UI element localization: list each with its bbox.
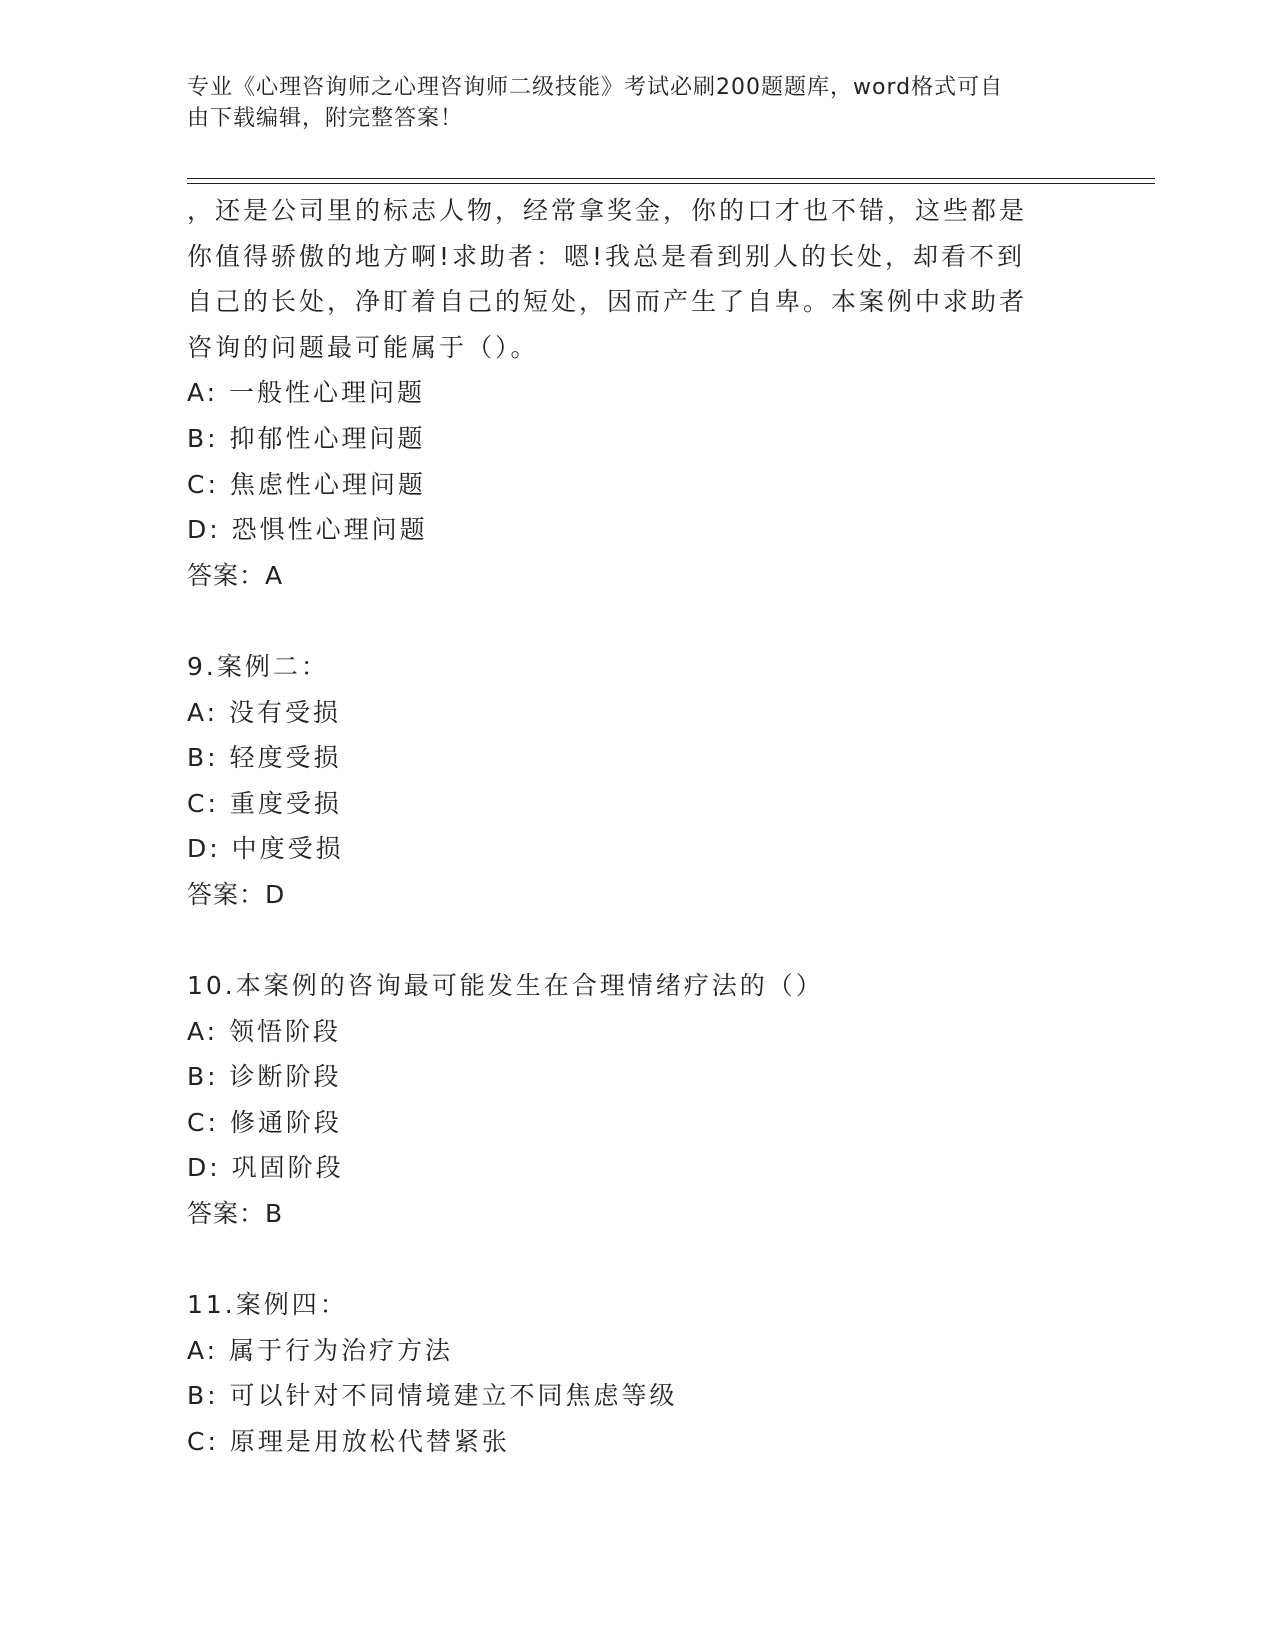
option-b: B: 抑郁性心理问题 (187, 423, 426, 453)
option-c: C: 重度受损 (187, 788, 342, 818)
header-line-2: 由下载编辑，附完整答案！ (187, 106, 464, 131)
question-9 (187, 644, 1087, 918)
document-header (187, 72, 1087, 134)
document-body (187, 188, 1087, 1465)
question-stem: 9.案例二： (187, 651, 329, 681)
question-continuation (187, 188, 1087, 598)
answer-line: 答案：A (187, 560, 284, 590)
spacer (187, 918, 1087, 964)
option-b: B: 可以针对不同情境建立不同焦虑等级 (187, 1381, 678, 1411)
spacer (187, 1237, 1087, 1283)
question-stem: 11.案例四： (187, 1290, 348, 1320)
spacer (187, 598, 1087, 644)
header-rule-top (187, 178, 1155, 179)
header-line-1: 专业《心理咨询师之心理咨询师二级技能》考试必刷200题题库，word格式可自 (187, 75, 1004, 100)
option-a: A: 领悟阶段 (187, 1016, 342, 1046)
option-d: D: 中度受损 (187, 834, 344, 864)
option-c: C: 原理是用放松代替紧张 (187, 1427, 510, 1457)
option-b: B: 诊断阶段 (187, 1062, 342, 1092)
question-10 (187, 963, 1087, 1237)
header-rule-bottom (187, 183, 1155, 184)
option-a: A: 属于行为治疗方法 (187, 1335, 454, 1365)
answer-line: 答案：D (187, 879, 286, 909)
question-text-line: ，还是公司里的标志人物，经常拿奖金，你的口才也不错，这些都是 (187, 196, 1028, 225)
question-text-line: 你值得骄傲的地方啊!求助者：嗯!我总是看到别人的长处，却看不到 (187, 241, 1026, 271)
option-c: C: 焦虑性心理问题 (187, 469, 426, 499)
option-a: A: 一般性心理问题 (187, 378, 426, 408)
answer-line: 答案：B (187, 1199, 284, 1229)
option-c: C: 修通阶段 (187, 1107, 342, 1137)
option-d: D: 巩固阶段 (187, 1153, 344, 1183)
option-d: D: 恐惧性心理问题 (187, 515, 428, 545)
option-a: A: 没有受损 (187, 697, 342, 727)
question-stem: 10.本案例的咨询最可能发生在合理情绪疗法的（） (187, 971, 824, 1001)
option-b: B: 轻度受损 (187, 743, 342, 773)
question-text-line: 咨询的问题最可能属于（）。 (187, 332, 539, 362)
question-text-line: 自己的长处，净盯着自己的短处，因而产生了自卑。本案例中求助者 (187, 287, 1028, 317)
question-11 (187, 1282, 1087, 1464)
